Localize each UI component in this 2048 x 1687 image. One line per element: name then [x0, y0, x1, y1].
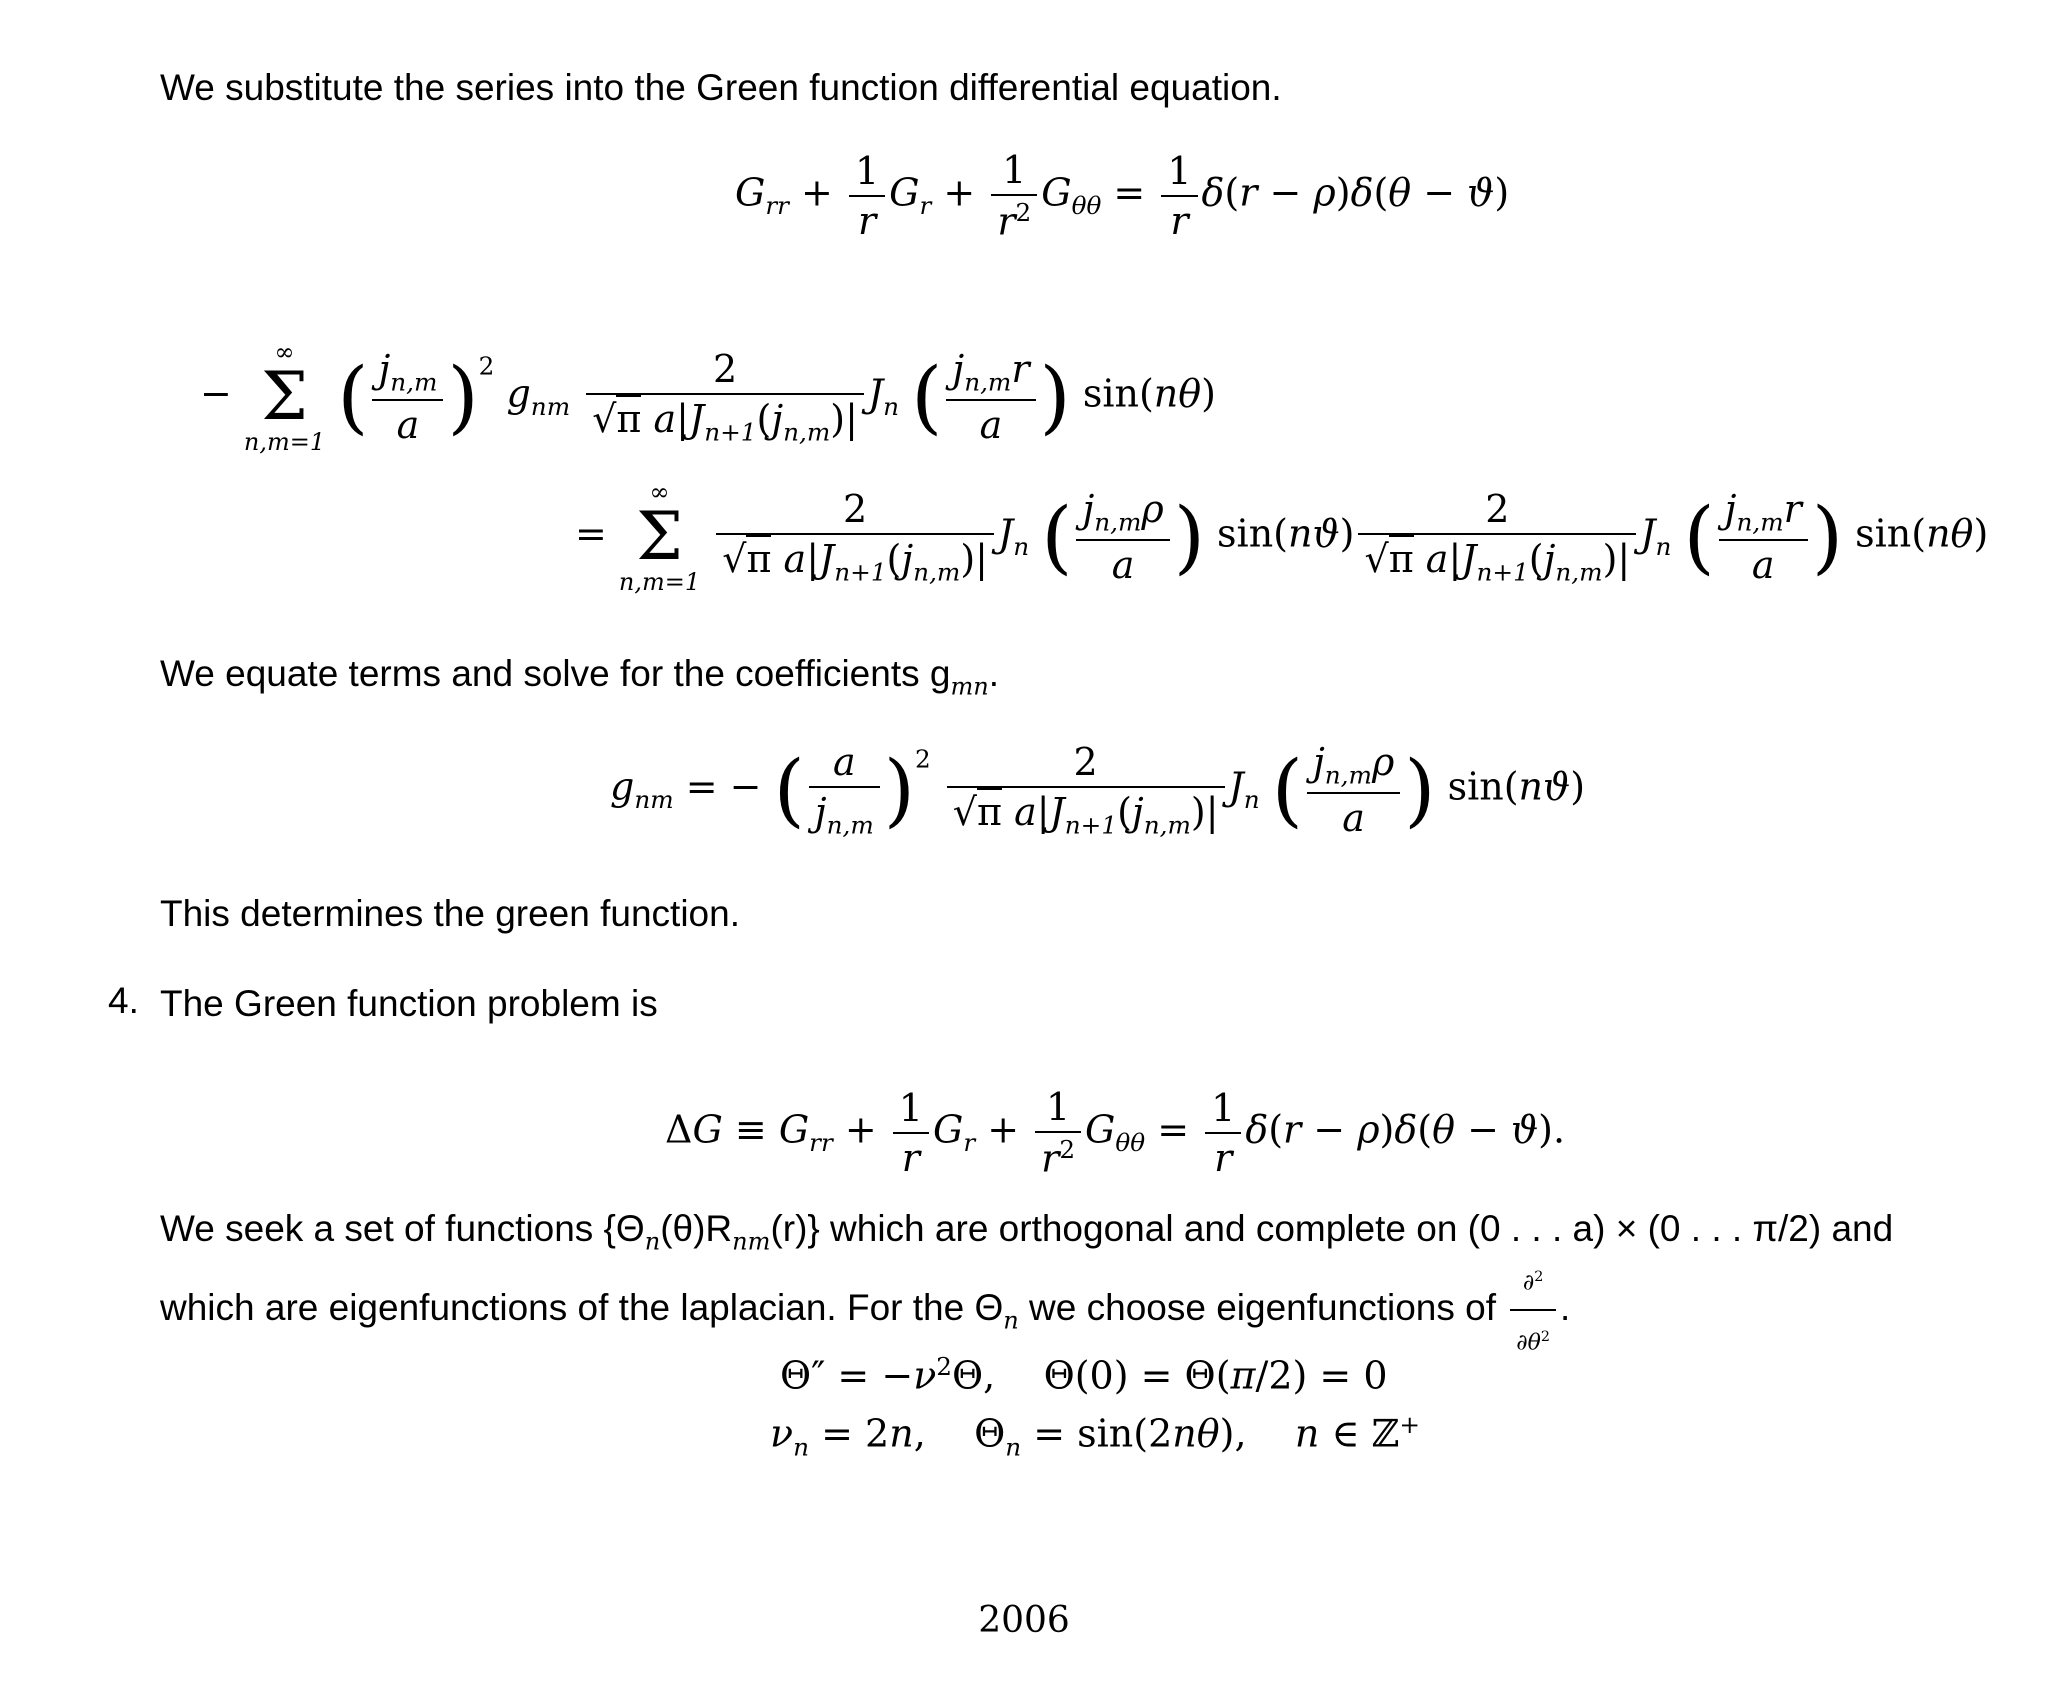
page-number: 2006 — [978, 1600, 1070, 1641]
equation-green-pde: $G_{rr}$ + $\frac{1}{r}$ $G_r$ + $\frac{1}{r^2}$ $G_{\theta\theta}$ = $\frac{1}{r}$ δ(r − ρ)δ(θ − ϑ) — [735, 148, 1510, 244]
equation-coefficients: $g_{nm}$ = − ( $\frac{a}{j_{n,m}}$ )$^2$ $\frac{2}{√\pi a|J_{n+1}(j_{n,m})|}$ $J_n$ ( $\frac{j_{n,m}\rho}{a}$ ) sin(nϑ) — [610, 740, 1586, 840]
list-number-4: 4. — [108, 980, 139, 1021]
equation-theta-ode: $\Theta'' = -\nu^2\Theta$, Θ(0) = Θ(π/2) = 0 — [780, 1352, 1388, 1398]
paragraph-eigen: which are eigenfunctions of the laplacian. For the $\Theta_n$ we choose eigenfunctions of $\frac{\partial^2}{\partial\theta^2}$ . — [160, 1253, 1570, 1368]
equation-theta-solution: $\nu_n = 2n$, $\Theta_n = \sin(2n\theta)$, n ∈ ℤ+ — [770, 1410, 1421, 1462]
paragraph-problem: The Green function problem is — [160, 983, 658, 1024]
equation-laplacian: $\Delta G \equiv G_{rr}$ + $\frac{1}{r}$ $G_r$ + $\frac{1}{r^2}$ $G_{\theta\theta}$ = $\frac{1}{r}$ δ(r − ρ)δ(θ − ϑ). — [665, 1085, 1566, 1181]
paragraph-determines: This determines the green function. — [160, 893, 740, 934]
equation-series-rhs: = ∞ Σ n,m=1 $\frac{2}{√\pi a|J_{n+1}(j_{n,m})|}$ $J_n$ ( $\frac{j_{n,m}\rho}{a}$ ) sin(nϑ) $\frac{2}{√\pi a|J_{n+1}(j_{n,m})|}$ $J_n$ ( $\frac{j_{n,m}r}{a}$ ) sin(nθ) — [575, 478, 1989, 596]
equation-series-lhs: − ∞ Σ n,m=1 ( $\frac{j_{n,m}}{a}$ )$^2$ $g_{nm}$ $\frac{2}{√\pi a|J_{n+1}(j_{n,m})|}$ $J_n$ ( $\frac{j_{n,m}r}{a}$ ) sin(nθ) — [200, 338, 1216, 456]
paragraph-seek: We seek a set of functions $\{\Theta_n(\theta)R_{nm}(r)\}$ which are orthogonal and complete on (0 . . . a) × (0 . . . π/2) and — [160, 1208, 1894, 1256]
paragraph-equate: We equate terms and solve for the coefficients $g_{mn}$. — [160, 653, 1000, 701]
paragraph-substitute: We substitute the series into the Green function differential equation. — [160, 67, 1282, 108]
